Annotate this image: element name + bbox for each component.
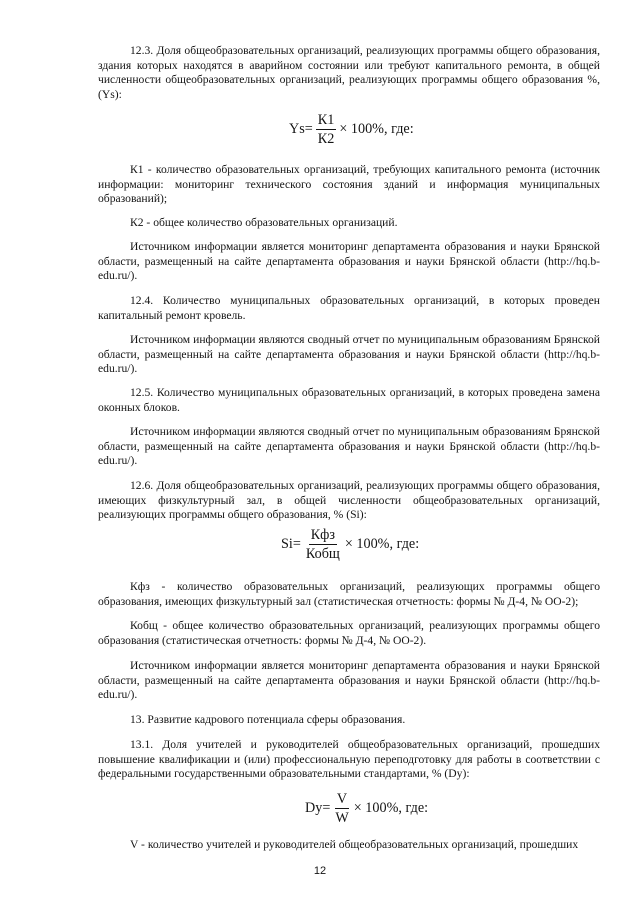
formula-dy-lhs: Dy= bbox=[305, 800, 331, 816]
formula-ys-numerator: К1 bbox=[317, 112, 335, 128]
paragraph-source-2: Источником информации являются сводный отчет по муниципальным образованиям Брянской области, размещенный на сайте департамента образования и науки Брянской области (http://hq.b-edu.ru/). bbox=[98, 333, 600, 376]
formula-dy bbox=[305, 791, 428, 826]
formula-ys-fraction bbox=[316, 112, 337, 147]
formula-dy-numerator: V bbox=[336, 791, 348, 807]
formula-si-lhs: Si= bbox=[281, 536, 301, 552]
paragraph-12-4: 12.4. Количество муниципальных образовательных организаций, в которых проведен капитальный ремонт кровель. bbox=[98, 294, 600, 322]
formula-dy-rhs: × 100%, где: bbox=[353, 800, 429, 816]
paragraph-source-1: Источником информации является мониторинг департамента образования и науки Брянской области, размещенный на сайте департамента образования и науки Брянской области (http://hq.b-edu.ru/). bbox=[98, 240, 600, 283]
paragraph-k2: К2 - общее количество образовательных организаций. bbox=[130, 216, 398, 229]
formula-dy-fraction bbox=[333, 791, 350, 826]
section-13-heading: 13. Развитие кадрового потенциала сферы образования. bbox=[130, 713, 406, 726]
formula-si-rhs: × 100%, где: bbox=[344, 536, 420, 552]
page-number: 12 bbox=[313, 865, 327, 877]
formula-ys-denominator: К2 bbox=[317, 131, 335, 147]
formula-ys bbox=[289, 112, 414, 147]
formula-si-fraction bbox=[304, 527, 342, 562]
paragraph-12-5: 12.5. Количество муниципальных образовательных организаций, в которых проведена замена оконных блоков. bbox=[98, 386, 600, 414]
paragraph-12-6: 12.6. Доля общеобразовательных организаций, реализующих программы общего образования, имеющих физкультурный зал, в общей численности общеобразовательных организаций, реализующих программы общего образования, % (Si): bbox=[98, 479, 600, 522]
formula-ys-lhs-text: Ys= bbox=[289, 121, 313, 137]
formula-dy-denominator: W bbox=[335, 810, 349, 826]
paragraph-source-3: Источником информации являются сводный отчет по муниципальным образованиям Брянской области, размещенный на сайте департамента образования и науки Брянской области (http://hq.b-edu.ru/). bbox=[98, 425, 600, 468]
paragraph-v: V - количество учителей и руководителей общеобразовательных организаций, прошедших bbox=[130, 838, 579, 851]
paragraph-kfz: Кфз - количество образовательных организаций, реализующих программы общего образования, имеющих физкультурный зал (статистическая отчетность: формы № Д-4, № ОО-2); bbox=[98, 580, 600, 608]
formula-si-numerator: Кфз bbox=[310, 527, 335, 543]
paragraph-k1: К1 - количество образовательных организаций, требующих капитального ремонта (источник информации: мониторинг технического состояния зданий и информация муниципальных образований); bbox=[98, 163, 600, 206]
paragraph-kobshch: Кобщ - общее количество образовательных организаций, реализующих программы общего образования (статистическая отчетность: формы № Д-4, № ОО-2). bbox=[98, 619, 600, 647]
paragraph-source-4: Источником информации является мониторинг департамента образования и науки Брянской области, размещенный на сайте департамента образования и науки Брянской области (http://hq.b-edu.ru/). bbox=[98, 659, 600, 702]
formula-si-denominator: Кобщ bbox=[305, 546, 340, 562]
paragraph-12-3: 12.3. Доля общеобразовательных организаций, реализующих программы общего образования, здания которых находятся в аварийном состоянии или требуют капитального ремонта, в общей численности общеобразовательных организаций, реализующих программы общего образования %, (Ys): bbox=[98, 44, 600, 101]
formula-ys-rhs: × 100%, где: bbox=[339, 121, 414, 137]
formula-si bbox=[281, 527, 419, 562]
paragraph-13-1: 13.1. Доля учителей и руководителей общеобразовательных организаций, прошедших повышение квалификации и (или) профессиональную переподготовку для работы в соответствии с федеральными государственными образовательными стандартами, % (Dy): bbox=[98, 738, 600, 781]
